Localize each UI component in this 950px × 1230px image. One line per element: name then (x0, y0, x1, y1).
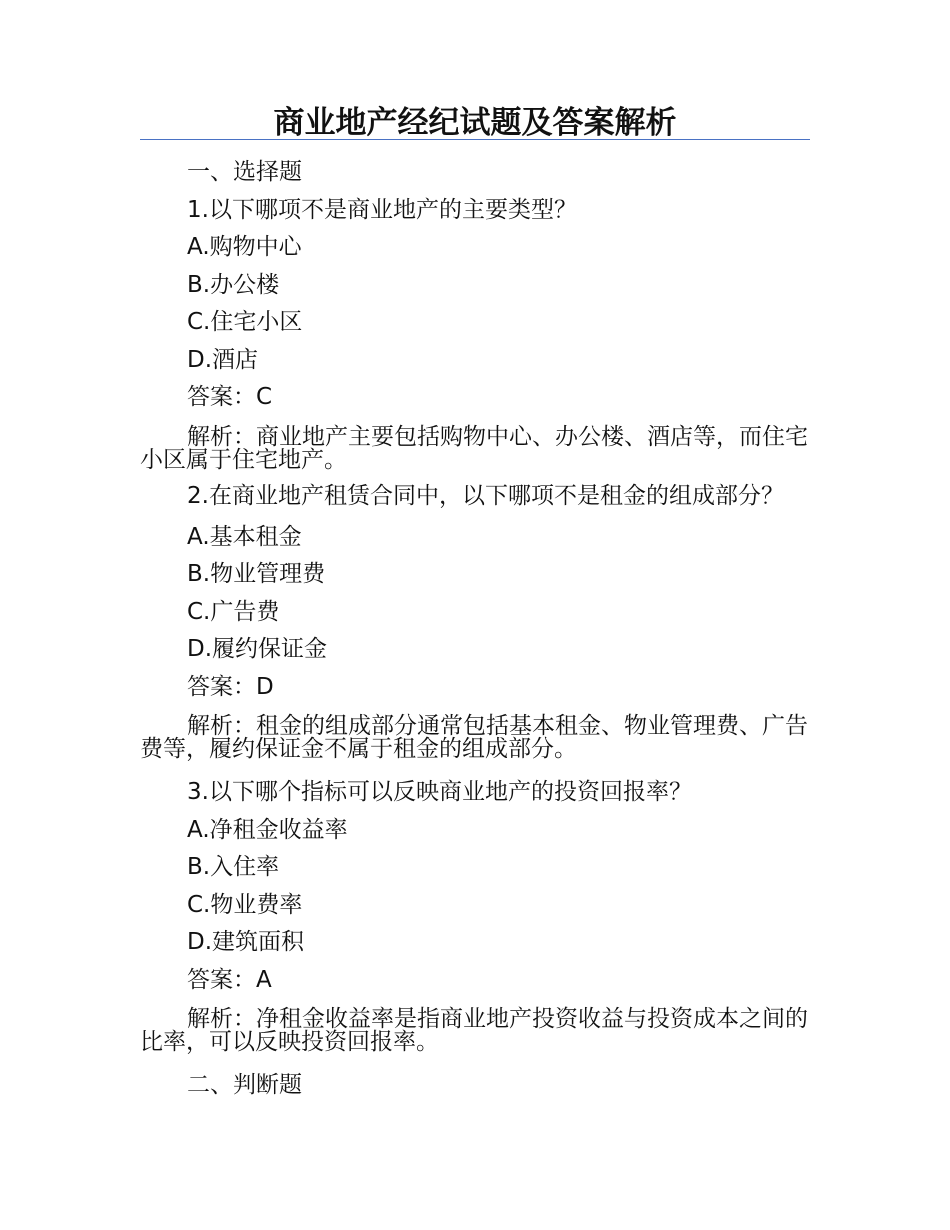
question-1-option-c: C.住宅小区 (187, 309, 303, 335)
question-3-option-a: A.净租金收益率 (187, 816, 348, 843)
question-2-explanation: 解析：租金的组成部分通常包括基本租金、物业管理费、广告费等，履约保证金不属于租金的组成部分。 (140, 713, 808, 762)
question-3-option-d: D.建筑面积 (187, 929, 305, 955)
question-2-option-d: D.履约保证金 (187, 636, 328, 662)
question-1-explanation: 解析：商业地产主要包括购物中心、办公楼、酒店等，而住宅小区属于住宅地产。 (140, 423, 808, 473)
question-1-option-b: B.办公楼 (187, 271, 280, 298)
question-2-option-a: A.基本租金 (187, 523, 302, 550)
title-underline (140, 139, 810, 140)
question-3-option-c: C.物业费率 (187, 891, 303, 918)
section-heading-true-false: 二、判断题 (187, 1072, 302, 1098)
question-2-option-c: C.广告费 (187, 598, 280, 625)
document-body (140, 154, 810, 1105)
question-1-option-a: A.购物中心 (187, 234, 302, 260)
question-1-option-d: D.酒店 (187, 346, 259, 373)
section-heading-choice: 一、选择题 (187, 159, 302, 185)
question-3-answer: 答案：A (187, 966, 272, 993)
question-2: 2.在商业地产租赁合同中，以下哪项不是租金的组成部分？ (187, 482, 784, 509)
question-2-answer: 答案：D (187, 673, 274, 700)
question-2-option-b: B.物业管理费 (187, 561, 326, 587)
question-3-explanation: 解析：净租金收益率是指商业地产投资收益与投资成本之间的比率，可以反映投资回报率。 (140, 1006, 808, 1055)
question-1: 1.以下哪项不是商业地产的主要类型？ (187, 196, 577, 223)
question-1-answer: 答案：C (187, 384, 273, 410)
question-3: 3.以下哪个指标可以反映商业地产的投资回报率？ (187, 779, 692, 805)
document-title: 商业地产经纪试题及答案解析 (273, 105, 677, 141)
question-3-option-b: B.入住率 (187, 854, 280, 880)
